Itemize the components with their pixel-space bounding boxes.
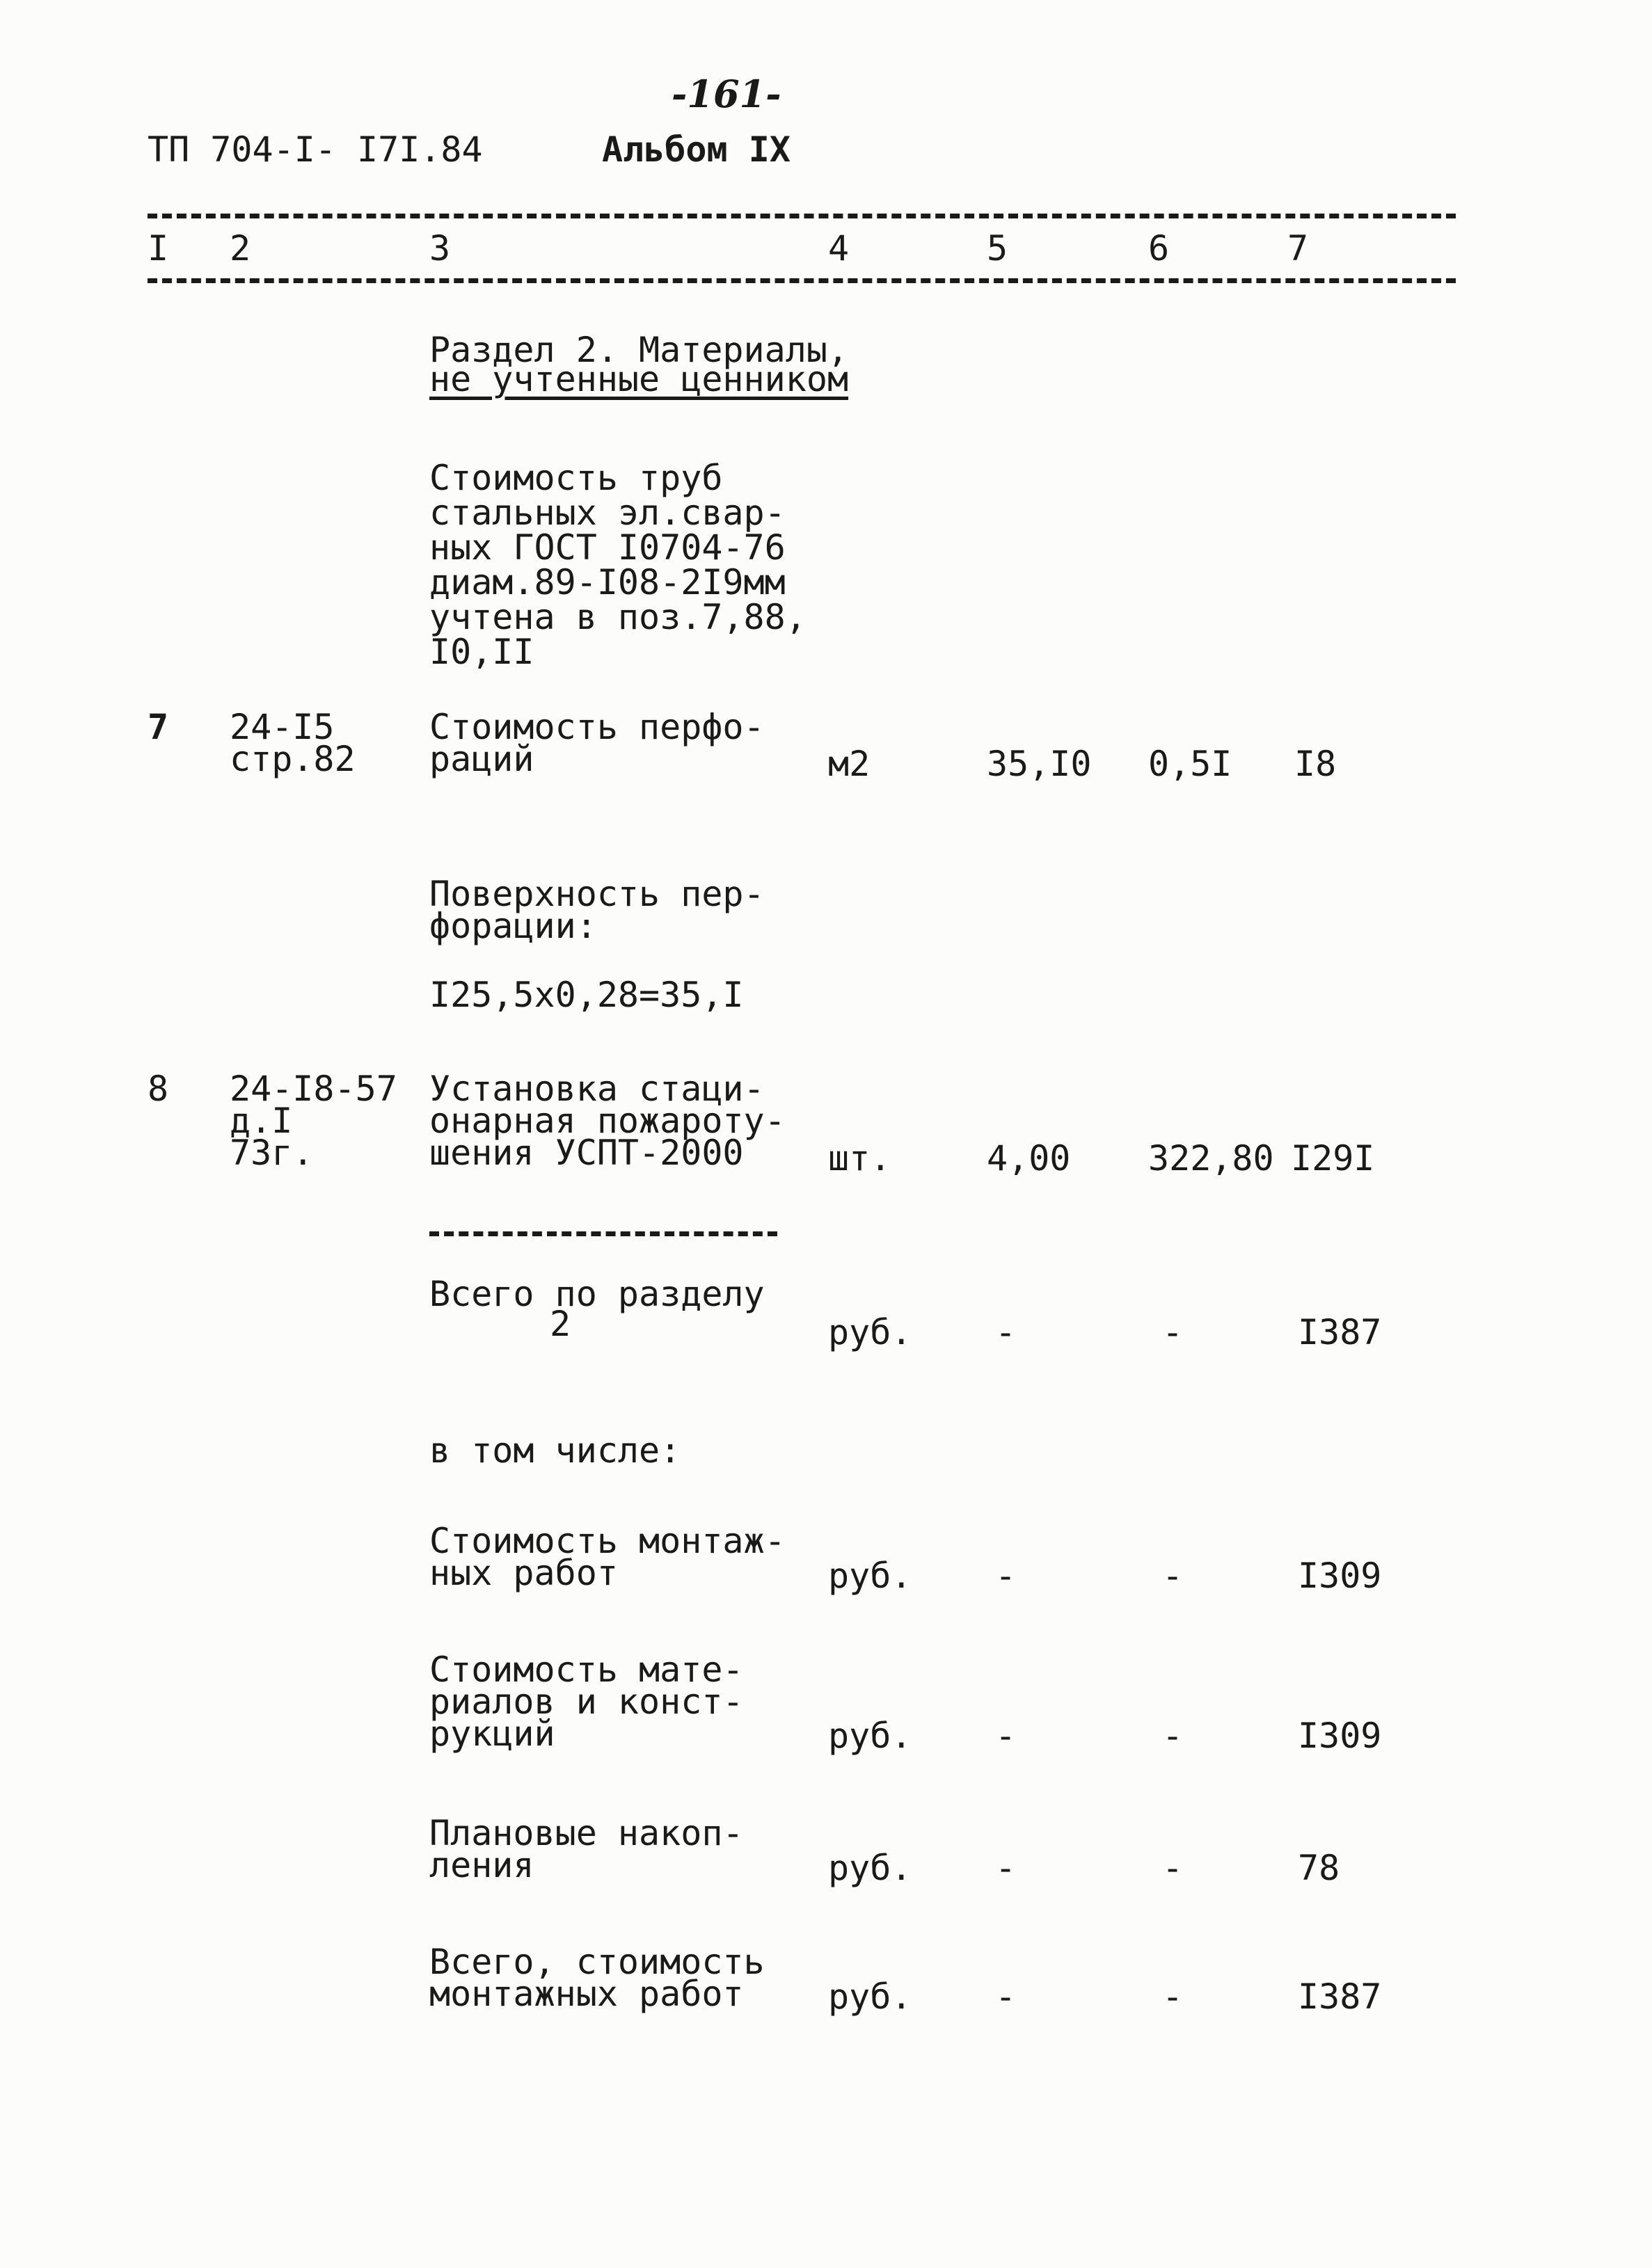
quantity: 35,I0: [987, 744, 1092, 784]
item-name-cont: раций: [429, 739, 534, 779]
perforation-surface-label-cont: форации:: [429, 906, 597, 946]
rate-code: 24-I8-57: [230, 1069, 397, 1109]
column-header-4: 4: [828, 228, 850, 269]
item-name: Установка стаци-: [429, 1069, 765, 1109]
unit-price: -: [1162, 1848, 1184, 1888]
unit-price: -: [1162, 1976, 1184, 2017]
perforation-calculation: I25,5х0,28=35,I: [429, 975, 744, 1015]
rate-code-ref: стр.82: [230, 739, 356, 779]
perforation-surface-label: Поверхность пер-: [429, 874, 765, 914]
unit: руб.: [828, 1312, 912, 1352]
unit-price: 0,5I: [1148, 744, 1232, 784]
unit: руб.: [828, 1976, 912, 2017]
unit: руб.: [828, 1556, 912, 1596]
column-header-7: 7: [1287, 228, 1309, 269]
item-name: Стоимость перфо-: [429, 707, 765, 747]
note-line: ных ГОСТ I0704-76: [429, 527, 786, 568]
summary-label-cont: ных работ: [429, 1553, 618, 1593]
unit: руб.: [828, 1848, 912, 1888]
quantity: -: [995, 1976, 1017, 2017]
total-label-section: 2: [550, 1304, 571, 1344]
summary-label-cont: ления: [429, 1845, 534, 1885]
unit: м2: [828, 744, 871, 784]
unit: шт.: [828, 1138, 891, 1179]
header-bottom-rule: [148, 278, 1456, 283]
total-cost: I29I: [1291, 1138, 1375, 1179]
column-header-2: 2: [230, 228, 251, 269]
note-line: I0,II: [429, 632, 534, 672]
row-number: 8: [148, 1069, 169, 1109]
item-name-cont: шения УСПТ-2000: [429, 1133, 744, 1173]
total-cost: 78: [1298, 1848, 1340, 1888]
unit-price: 322,80: [1148, 1138, 1274, 1179]
document-code: ТП 704-I- I7I.84: [148, 129, 483, 170]
total-cost: I309: [1298, 1716, 1382, 1756]
quantity: -: [995, 1848, 1017, 1888]
rate-code-year: 73г.: [230, 1133, 314, 1173]
quantity: -: [995, 1312, 1017, 1352]
summary-label: Всего, стоимость: [429, 1942, 765, 1982]
summary-label: Плановые накоп-: [429, 1813, 744, 1853]
unit-price: -: [1162, 1312, 1184, 1352]
total-cost: I387: [1298, 1312, 1382, 1352]
quantity: 4,00: [987, 1138, 1071, 1179]
column-header-6: 6: [1148, 228, 1170, 269]
including-label: в том числе:: [429, 1430, 681, 1471]
column-header-3: 3: [429, 228, 451, 269]
quantity: -: [995, 1716, 1017, 1756]
page-number: -161-: [672, 72, 781, 116]
note-line: стальных эл.свар-: [429, 493, 786, 533]
album-label: Альбом IX: [602, 129, 791, 170]
rate-code: 24-I5: [230, 707, 335, 747]
row-number: 7: [148, 707, 169, 747]
header-top-rule: [148, 214, 1456, 218]
total-label: Всего по разделу: [429, 1274, 765, 1314]
summary-label-cont: рукций: [429, 1714, 555, 1754]
subtotal-separator: [429, 1231, 777, 1236]
unit-price: -: [1162, 1716, 1184, 1756]
column-header-5: 5: [987, 228, 1008, 269]
column-header-1: I: [148, 228, 169, 269]
section-subtitle: не учтенные ценником: [429, 359, 849, 399]
quantity: -: [995, 1556, 1017, 1596]
note-line: учтена в поз.7,88,: [429, 597, 807, 637]
summary-label-cont: монтажных работ: [429, 1974, 744, 2014]
summary-label: Стоимость мате-: [429, 1650, 744, 1690]
note-line: Стоимость труб: [429, 458, 723, 498]
total-cost: I309: [1298, 1556, 1382, 1596]
summary-label: Стоимость монтаж-: [429, 1521, 786, 1561]
summary-label-cont: риалов и конст-: [429, 1682, 744, 1722]
section-title: Раздел 2. Материалы,: [429, 330, 849, 370]
total-cost: I8: [1294, 744, 1337, 784]
item-name-cont: онарная пожароту-: [429, 1101, 786, 1141]
note-line: диам.89-I08-2I9мм: [429, 562, 786, 602]
rate-code-ref: д.I: [230, 1101, 293, 1141]
unit-price: -: [1162, 1556, 1184, 1596]
total-cost: I387: [1298, 1976, 1382, 2017]
unit: руб.: [828, 1716, 912, 1756]
